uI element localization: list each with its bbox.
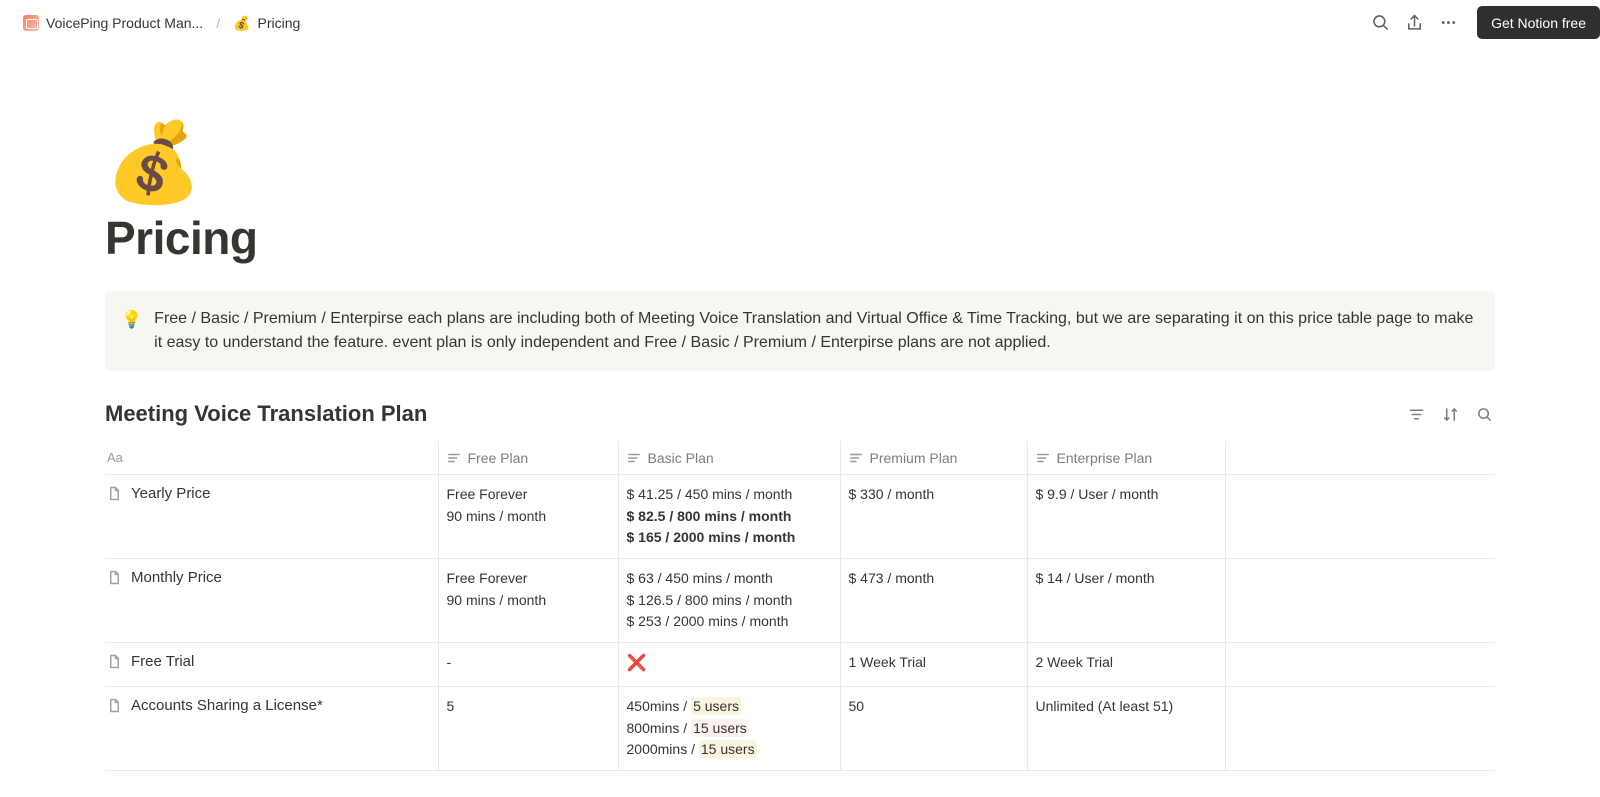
- cell-free-plan[interactable]: [438, 559, 618, 643]
- cell-line: 90 mins / month: [446, 507, 547, 524]
- cell-line: [627, 739, 832, 761]
- cell-line-prefix: 450mins /: [626, 697, 692, 714]
- database-header: [105, 401, 1495, 427]
- column-header-basic-plan[interactable]: [618, 441, 840, 475]
- row-title-text: Accounts Sharing a License*: [131, 696, 323, 714]
- database-toolbar: [1405, 403, 1495, 425]
- get-notion-free-button[interactable]: Get Notion free: [1477, 6, 1600, 39]
- page-content: [105, 118, 1495, 771]
- table-row: [105, 643, 1495, 687]
- cell-basic-plan[interactable]: [618, 559, 840, 643]
- filter-icon[interactable]: [1405, 403, 1427, 425]
- page-icon-money-bag[interactable]: 💰: [105, 118, 203, 206]
- text-property-icon: [1036, 451, 1050, 465]
- cell-blank: [1225, 559, 1495, 643]
- cell-line: 5: [446, 697, 455, 714]
- cell-blank: [1225, 686, 1495, 770]
- cell-premium-plan[interactable]: [840, 643, 1027, 687]
- cell-row-title[interactable]: [105, 475, 438, 559]
- money-bag-icon: 💰: [233, 14, 251, 31]
- cell-basic-plan[interactable]: [618, 686, 840, 770]
- pricing-table: [105, 441, 1495, 771]
- cell-line: Free Forever: [446, 570, 528, 587]
- page-doc-icon: [107, 654, 122, 669]
- breadcrumb: [18, 12, 305, 34]
- callout-block: [105, 291, 1495, 371]
- cell-line: $ 82.5 / 800 mins / month: [626, 507, 792, 524]
- more-icon[interactable]: [1433, 8, 1463, 38]
- cell-line: $ 330 / month: [848, 486, 935, 502]
- row-title-text: Free Trial: [131, 653, 195, 671]
- cell-enterprise-plan[interactable]: [1027, 475, 1225, 559]
- title-property-icon: Aa: [107, 450, 123, 465]
- cell-line: 2 Week Trial: [1035, 654, 1114, 671]
- row-title-text: Monthly Price: [131, 569, 222, 587]
- top-bar-actions: [1365, 0, 1600, 45]
- cell-blank: [1225, 475, 1495, 559]
- cell-enterprise-plan[interactable]: [1027, 559, 1225, 643]
- breadcrumb-separator: /: [216, 14, 221, 31]
- cell-line: [627, 718, 832, 740]
- breadcrumb-item-workspace[interactable]: [18, 12, 208, 34]
- cell-basic-plan[interactable]: [618, 475, 840, 559]
- page-doc-icon: [107, 570, 122, 585]
- column-header-free-plan[interactable]: [438, 441, 618, 475]
- cell-enterprise-plan[interactable]: [1027, 643, 1225, 687]
- cell-free-plan[interactable]: [438, 475, 618, 559]
- column-label: Basic Plan: [647, 450, 714, 466]
- column-header-add-property[interactable]: [1225, 441, 1495, 475]
- cell-line-prefix: 800mins /: [626, 719, 692, 736]
- page-doc-icon: [107, 486, 122, 501]
- database-title: Meeting Voice Translation Plan: [105, 401, 428, 426]
- cell-premium-plan[interactable]: [840, 686, 1027, 770]
- table-row: [105, 475, 1495, 559]
- cell-line: $ 126.5 / 800 mins / month: [626, 591, 793, 608]
- page-title: Pricing: [105, 212, 258, 264]
- cross-mark-icon: ❌: [626, 655, 647, 673]
- column-label: Free Plan: [467, 450, 529, 466]
- cell-line: $ 473 / month: [848, 570, 935, 587]
- table-header-row: [105, 441, 1495, 475]
- column-label: Premium Plan: [869, 450, 958, 466]
- text-property-icon: [849, 451, 863, 465]
- cell-line: 1 Week Trial: [848, 654, 927, 671]
- share-icon[interactable]: [1399, 8, 1429, 38]
- cell-row-title[interactable]: [105, 686, 438, 770]
- row-title-text: Yearly Price: [131, 485, 211, 502]
- page-doc-icon: [107, 698, 122, 713]
- cell-line: 90 mins / month: [446, 591, 547, 608]
- column-header-title[interactable]: [105, 441, 438, 475]
- cell-line-highlight: 5 users: [693, 697, 740, 714]
- lightbulb-icon: 💡: [121, 310, 143, 329]
- cell-line: Unlimited (At least 51): [1035, 697, 1174, 714]
- cell-line: [627, 696, 832, 718]
- breadcrumb-pricing-label: Pricing: [257, 14, 301, 31]
- cell-line: Free Forever: [446, 486, 528, 502]
- cell-line: -: [446, 654, 452, 671]
- search-icon[interactable]: [1365, 8, 1395, 38]
- page-body: [0, 118, 1600, 771]
- cell-basic-plan[interactable]: [618, 643, 840, 687]
- cell-row-title[interactable]: [105, 643, 438, 687]
- search-icon[interactable]: [1473, 403, 1495, 425]
- cell-free-plan[interactable]: [438, 643, 618, 687]
- breadcrumb-workspace-label: VoicePing Product Man...: [46, 14, 204, 31]
- cell-line-highlight: 15 users: [693, 719, 747, 736]
- column-header-premium-plan[interactable]: [840, 441, 1027, 475]
- breadcrumb-item-pricing[interactable]: [228, 12, 305, 34]
- cell-enterprise-plan[interactable]: [1027, 686, 1225, 770]
- cell-line-highlight: 15 users: [700, 741, 755, 758]
- cell-premium-plan[interactable]: [840, 475, 1027, 559]
- cell-line: $ 41.25 / 450 mins / month: [626, 486, 793, 502]
- cell-premium-plan[interactable]: [840, 559, 1027, 643]
- text-property-icon: [627, 451, 641, 465]
- text-property-icon: [447, 451, 461, 465]
- cell-line: 50: [848, 697, 865, 714]
- column-header-enterprise-plan[interactable]: [1027, 441, 1225, 475]
- cell-line: $ 63 / 450 mins / month: [626, 570, 773, 587]
- cell-row-title[interactable]: [105, 559, 438, 643]
- cell-line: $ 253 / 2000 mins / month: [626, 613, 789, 630]
- cell-free-plan[interactable]: [438, 686, 618, 770]
- cell-line: $ 9.9 / User / month: [1035, 486, 1159, 502]
- voiceping-logo-icon: [23, 15, 39, 31]
- cell-blank: [1225, 643, 1495, 687]
- sort-icon[interactable]: [1439, 403, 1461, 425]
- cell-line: $ 165 / 2000 mins / month: [626, 529, 796, 546]
- cell-line: $ 14 / User / month: [1035, 570, 1155, 587]
- cell-line-prefix: 2000mins /: [626, 741, 699, 758]
- callout-text: Free / Basic / Premium / Enterpirse each plans are including both of Meeting Voice Translation and Virtual Office & Time Tracking, but we are separating it on this price table page to make it easy to understand the feature. event plan is only independent and Free / Basic / Premium / Enterpirse plans are not applied.: [154, 310, 1474, 351]
- top-bar: [0, 0, 1600, 45]
- column-label: Enterprise Plan: [1056, 450, 1153, 466]
- table-row: [105, 686, 1495, 770]
- table-row: [105, 559, 1495, 643]
